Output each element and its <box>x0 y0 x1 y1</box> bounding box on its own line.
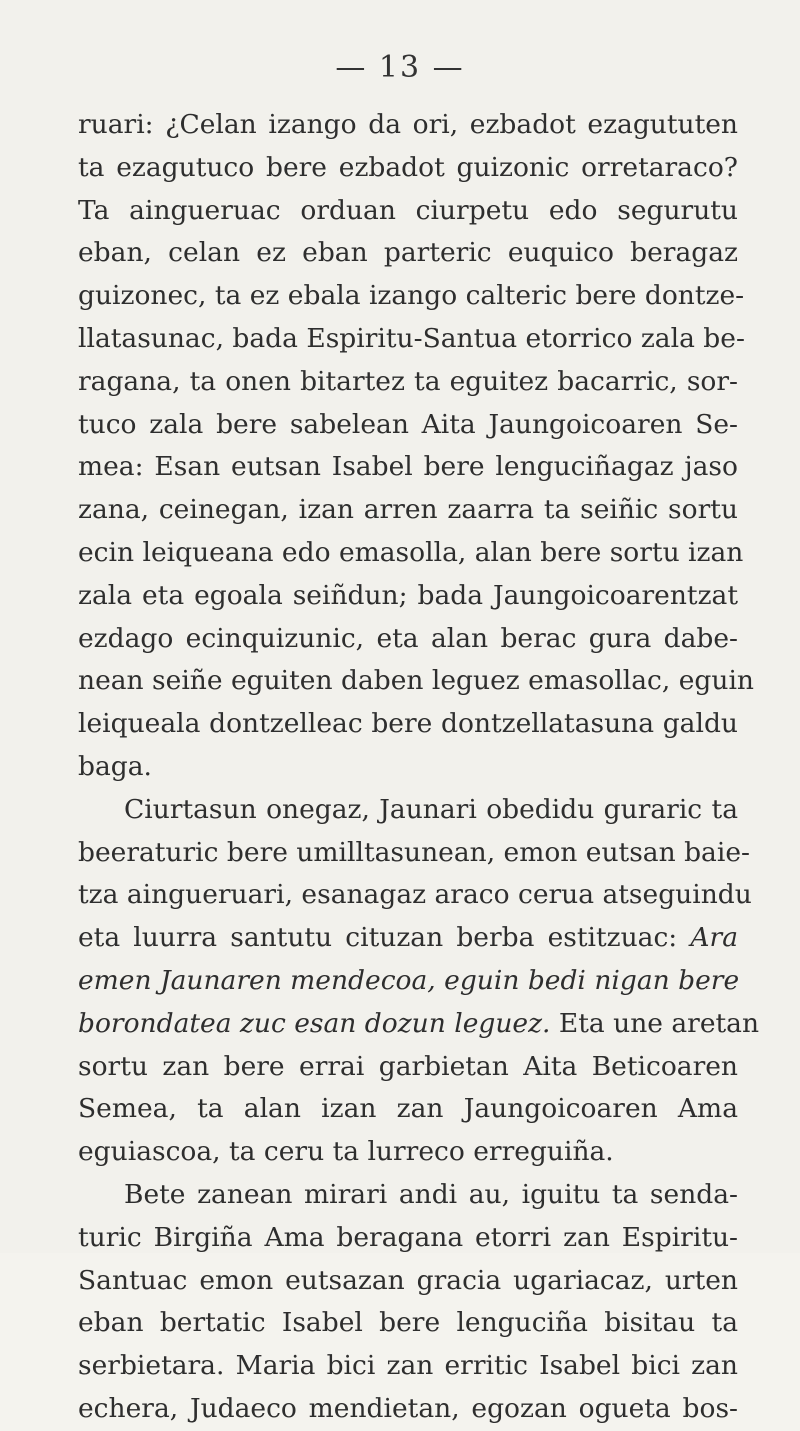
text-line: Ciurtasun onegaz, Jaunari obedidu guraric ta <box>124 793 738 825</box>
text-line: zana, ceinegan, izan arren zaarra ta seiñic sortu <box>78 494 738 526</box>
text-line: mea: Esan eutsan Isabel bere lenguciñagaz jaso <box>78 451 738 483</box>
text-line: turic Birgiña Ama beragana etorri zan Espiritu- <box>78 1221 738 1253</box>
text-line: Ta aingueruac orduan ciurpetu edo segurutu <box>78 194 738 226</box>
text-line-with-italic <box>78 917 738 960</box>
text-line: ruari: ¿Celan izango da ori, ezbadot ezagututen <box>78 109 738 140</box>
text-line: ecin leiqueana edo emasolla, alan bere sortu izan <box>78 536 744 568</box>
page-number: — 13 — <box>335 50 465 85</box>
text-line: Semea, ta alan izan zan Jaungoicoaren Ama <box>78 1093 738 1125</box>
italic-text: Ara <box>690 922 738 954</box>
text-line: ta ezagutuco bere ezbadot guizonic orretaraco? <box>78 151 738 183</box>
text-line: serbietara. Maria bici zan erritic Isabel bici zan <box>78 1350 738 1382</box>
text-line: ezdago ecinquizunic, eta alan berac gura dabe- <box>78 622 738 654</box>
text-line: eguiascoa, ta ceru ta lurreco erreguiña. <box>78 1136 614 1168</box>
text-line: sortu zan bere errai garbietan Aita Beticoaren <box>78 1050 738 1082</box>
text-line: eban, celan ez eban parteric euquico beragaz <box>78 237 738 269</box>
italic-text: borondatea zuc esan dozun leguez. <box>78 1007 559 1039</box>
text-segment: Eta une aretan <box>558 1007 760 1039</box>
text-line-with-italic <box>78 1003 760 1046</box>
text-segment: eta luurra santutu cituzan berba estitzuac: <box>78 922 691 954</box>
text-line: baga. <box>78 750 152 782</box>
text-line: guizonec, ta ez ebala izango calteric bere dontze- <box>78 280 745 312</box>
text-line: leiqueala dontzelleac bere dontzellatasuna galdu <box>78 708 738 740</box>
text-line: tza aingueruari, esanagaz araco cerua atseguindu <box>78 879 752 911</box>
text-line: Santuac emon eutsazan gracia ugariacaz, urten <box>78 1264 738 1296</box>
text-line: echera, Judaeco mendietan, egozan ogueta bos- <box>78 1392 738 1424</box>
text-line: beeraturic bere umilltasunean, emon eutsan baie- <box>78 836 750 868</box>
text-line: llatasunac, bada Espiritu-Santua etorrico zala be- <box>78 322 745 354</box>
body-text <box>78 104 760 1431</box>
italic-text-line: emen Jaunaren mendecoa, eguin bedi nigan bere <box>78 964 740 996</box>
text-line: zala eta egoala seiñdun; bada Jaungoicoarentzat <box>78 579 738 611</box>
text-line: tuco zala bere sabelean Aita Jaungoicoaren Se- <box>78 408 738 440</box>
text-line: eban bertatic Isabel bere lenguciña bisitau ta <box>78 1307 738 1339</box>
text-line: Bete zanean mirari andi au, iguitu ta senda- <box>124 1178 738 1210</box>
text-line: nean seiñe eguiten daben leguez emasollac, eguin <box>78 665 754 697</box>
text-line: ragana, ta onen bitartez ta eguitez bacarric, sor- <box>78 365 738 397</box>
